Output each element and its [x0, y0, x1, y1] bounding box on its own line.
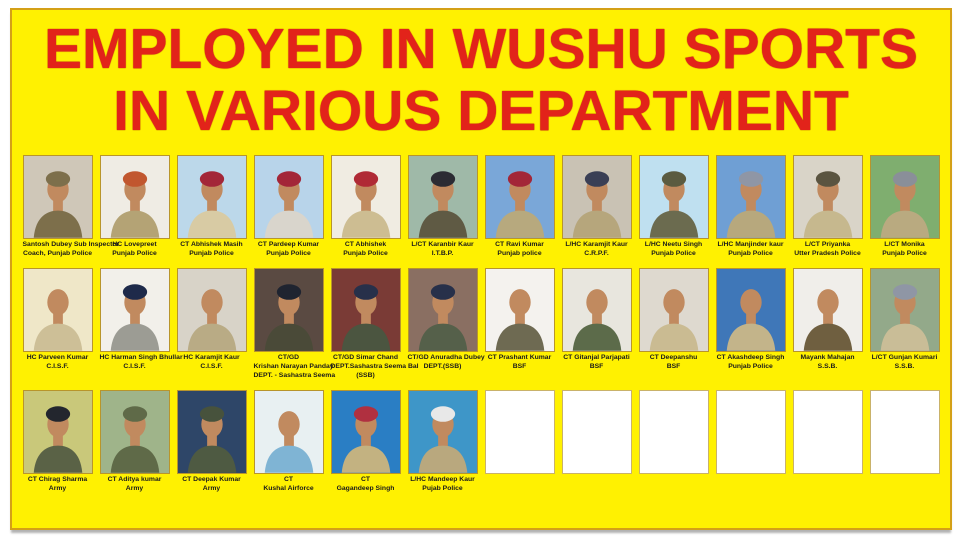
person-silhouette-icon — [871, 156, 939, 238]
person-silhouette-icon — [717, 269, 785, 351]
members-grid — [12, 155, 950, 494]
caption-line: Punjab Police — [343, 249, 388, 257]
member-photo — [562, 268, 632, 352]
caption-line: Gagandeep Singh — [336, 484, 395, 492]
person-silhouette-icon — [409, 391, 477, 473]
member-caption — [331, 476, 401, 494]
member-caption — [23, 476, 93, 494]
member-cell — [716, 155, 786, 259]
caption-line: Coach, Punjab Police — [22, 249, 93, 257]
empty-photo-box — [716, 390, 786, 474]
person-silhouette-icon — [871, 269, 939, 351]
member-caption — [562, 354, 632, 372]
caption-line: Punjab Police — [651, 249, 696, 257]
member-caption — [22, 241, 120, 259]
empty-cell — [562, 390, 632, 494]
caption-line: S.S.B. — [894, 362, 915, 370]
member-caption — [870, 354, 940, 372]
caption-line: L/CT Priyanka — [804, 241, 851, 248]
member-caption — [23, 354, 93, 372]
caption-line: Punjab Police — [728, 249, 773, 257]
member-photo — [177, 390, 247, 474]
member-cell — [23, 390, 93, 494]
empty-cell — [485, 390, 555, 494]
member-photo — [793, 268, 863, 352]
caption-line: L/HC Neetu Singh — [644, 241, 703, 248]
caption-line: CT — [283, 475, 294, 483]
empty-photo-box — [485, 390, 555, 474]
person-silhouette-icon — [24, 391, 92, 473]
member-cell — [22, 155, 120, 259]
caption-line: HC Parveen Kumar — [26, 353, 89, 361]
caption-line: HC Harman Singh Bhullar — [99, 353, 183, 361]
member-photo — [23, 390, 93, 474]
empty-photo-box — [870, 390, 940, 474]
member-cell — [870, 155, 940, 259]
member-photo — [100, 390, 170, 474]
member-photo — [331, 268, 401, 352]
member-photo — [408, 155, 478, 239]
caption-line: Army — [202, 484, 221, 492]
member-cell — [330, 268, 419, 381]
member-photo — [716, 155, 786, 239]
member-cell — [177, 390, 247, 494]
member-photo — [100, 155, 170, 239]
member-caption — [99, 353, 183, 372]
person-silhouette-icon — [332, 156, 400, 238]
member-cell — [254, 155, 324, 259]
caption-line: CT Abhishek Masih — [180, 241, 243, 248]
caption-line: Krishan Narayan Panday — [253, 362, 334, 370]
person-silhouette-icon — [101, 391, 169, 473]
caption-line: S.S.B. — [817, 362, 838, 370]
member-cell — [177, 155, 247, 259]
member-caption — [177, 354, 247, 372]
member-photo — [254, 390, 324, 474]
caption-line: L/HC Mandeep Kaur — [410, 475, 475, 483]
person-silhouette-icon — [486, 156, 554, 238]
member-caption — [331, 241, 401, 259]
caption-line: C.I.S.F. — [46, 362, 69, 370]
poster — [10, 8, 952, 530]
caption-line: CT/GD Simar Chand — [333, 353, 398, 361]
member-photo — [100, 268, 170, 352]
person-silhouette-icon — [409, 269, 477, 351]
member-photo — [408, 390, 478, 474]
member-cell — [253, 268, 336, 381]
caption-line: Punjab Police — [882, 249, 927, 257]
member-photo — [485, 155, 555, 239]
member-cell — [99, 268, 183, 381]
member-cell — [485, 155, 555, 259]
person-silhouette-icon — [24, 156, 92, 238]
caption-line: BSF — [589, 362, 604, 370]
caption-line: Punjab Police — [728, 362, 773, 370]
caption-line: Mayank Mahajan — [800, 353, 855, 361]
caption-line: CT — [360, 475, 371, 483]
member-caption — [562, 241, 632, 259]
member-photo — [485, 268, 555, 352]
caption-line: CT Abhishek — [344, 241, 387, 248]
caption-line: L/CT Monika — [884, 241, 925, 248]
caption-line: Army — [125, 484, 144, 492]
member-caption — [485, 354, 555, 372]
member-cell — [23, 268, 93, 381]
member-cell — [870, 268, 940, 381]
member-photo — [254, 155, 324, 239]
member-cell — [562, 155, 632, 259]
poster-title-line1: EMPLOYED IN WUSHU SPORTS — [43, 17, 919, 81]
person-silhouette-icon — [640, 156, 708, 238]
member-photo — [562, 155, 632, 239]
caption-line: DEPT. - Sashastra Seema — [253, 371, 336, 379]
member-cell — [562, 268, 632, 381]
member-caption — [100, 476, 170, 494]
person-silhouette-icon — [794, 269, 862, 351]
member-cell — [408, 390, 478, 494]
member-photo — [793, 155, 863, 239]
caption-line: CT Chirag Sharma — [27, 475, 88, 483]
caption-line: Kushal Airforce — [263, 484, 314, 492]
caption-line: CT/GD Anuradha Dubey — [407, 353, 485, 361]
caption-line: C.I.S.F. — [123, 362, 146, 370]
caption-line: C.I.S.F. — [200, 362, 223, 370]
person-silhouette-icon — [409, 156, 477, 238]
member-photo — [639, 268, 709, 352]
caption-line: L/CT Gunjan Kumari — [871, 353, 938, 361]
empty-cell — [716, 390, 786, 494]
poster-title — [12, 10, 950, 142]
caption-line: BSF — [666, 362, 681, 370]
member-photo — [254, 268, 324, 352]
poster-title-line2: IN VARIOUS DEPARTMENT — [113, 79, 849, 143]
caption-line: BSF — [512, 362, 527, 370]
member-caption — [870, 241, 940, 259]
member-caption — [254, 241, 324, 259]
member-cell — [485, 268, 555, 381]
member-photo — [870, 155, 940, 239]
member-photo — [331, 390, 401, 474]
member-cell — [408, 155, 478, 259]
empty-photo-box — [639, 390, 709, 474]
empty-cell — [870, 390, 940, 494]
member-photo — [23, 155, 93, 239]
member-cell — [331, 390, 401, 494]
member-caption — [253, 353, 336, 381]
member-photo — [870, 268, 940, 352]
member-cell — [639, 155, 709, 259]
caption-line: L/HC Karamjit Kaur — [565, 241, 628, 248]
caption-line: (SSB) — [356, 371, 375, 379]
member-photo — [639, 155, 709, 239]
caption-line: Punjab Police — [266, 249, 311, 257]
caption-line: I.T.B.P. — [431, 249, 454, 257]
member-caption — [639, 354, 709, 372]
caption-line: Utter Pradesh Police — [794, 249, 861, 257]
person-silhouette-icon — [486, 269, 554, 351]
person-silhouette-icon — [794, 156, 862, 238]
empty-cell — [793, 390, 863, 494]
person-silhouette-icon — [24, 269, 92, 351]
person-silhouette-icon — [332, 269, 400, 351]
person-silhouette-icon — [178, 391, 246, 473]
person-silhouette-icon — [717, 156, 785, 238]
member-caption — [716, 354, 786, 372]
member-cell — [177, 268, 247, 381]
caption-line: Punjab Police — [189, 249, 234, 257]
caption-line: CT Prashant Kumar — [487, 353, 552, 361]
member-caption — [639, 241, 709, 259]
person-silhouette-icon — [563, 156, 631, 238]
member-photo — [408, 268, 478, 352]
member-photo — [331, 155, 401, 239]
member-caption — [793, 354, 863, 372]
member-photo — [177, 268, 247, 352]
caption-line: CT Gitanjal Parjapati — [563, 353, 630, 361]
person-silhouette-icon — [178, 156, 246, 238]
person-silhouette-icon — [255, 391, 323, 473]
caption-line: L/HC Manjinder kaur — [717, 241, 784, 248]
member-caption — [408, 241, 478, 259]
caption-line: HC Lovepreet — [112, 241, 157, 248]
member-caption — [177, 476, 247, 494]
caption-line: HC Karamjit Kaur — [183, 353, 240, 361]
person-silhouette-icon — [255, 269, 323, 351]
person-silhouette-icon — [101, 156, 169, 238]
person-silhouette-icon — [255, 156, 323, 238]
caption-line: L/CT Karanbir Kaur — [411, 241, 474, 248]
empty-photo-box — [562, 390, 632, 474]
member-cell — [100, 155, 170, 259]
person-silhouette-icon — [563, 269, 631, 351]
caption-line: CT Deepak Kumar — [182, 475, 241, 483]
caption-line: CT Deepanshu — [649, 353, 698, 361]
caption-line: CT Pardeep Kumar — [257, 241, 320, 248]
caption-line: CT Akashdeep Singh — [716, 353, 785, 361]
caption-line: Punjab Police — [112, 249, 157, 257]
member-caption — [100, 241, 170, 259]
caption-line: DEPT.(SSB) — [423, 362, 462, 370]
member-caption — [485, 241, 555, 259]
caption-line: CT/GD — [277, 353, 300, 361]
empty-photo-box — [793, 390, 863, 474]
member-photo — [716, 268, 786, 352]
member-cell — [793, 268, 863, 381]
caption-line: Santosh Dubey Sub Inspector — [22, 241, 120, 248]
member-cell — [793, 155, 863, 259]
member-cell — [254, 390, 324, 494]
person-silhouette-icon — [101, 269, 169, 351]
caption-line: CT Aditya kumar — [107, 475, 162, 483]
member-photo — [23, 268, 93, 352]
person-silhouette-icon — [178, 269, 246, 351]
member-cell — [331, 155, 401, 259]
caption-line: Pujab Police — [422, 484, 463, 492]
member-caption — [177, 241, 247, 259]
member-caption — [716, 241, 786, 259]
caption-line: Army — [48, 484, 67, 492]
member-photo — [177, 155, 247, 239]
caption-line: Punjab police — [497, 249, 542, 257]
empty-cell — [639, 390, 709, 494]
member-cell — [100, 390, 170, 494]
member-cell — [716, 268, 786, 381]
member-caption — [254, 476, 324, 494]
person-silhouette-icon — [332, 391, 400, 473]
person-silhouette-icon — [640, 269, 708, 351]
caption-line: CT Ravi Kumar — [495, 241, 544, 248]
member-caption — [407, 353, 485, 372]
member-caption — [408, 476, 478, 494]
member-caption — [793, 241, 863, 259]
member-cell — [639, 268, 709, 381]
caption-line: C.R.P.F. — [584, 249, 609, 257]
member-cell — [407, 268, 485, 381]
caption-line: DEPT.Sashastra Seema Bal — [330, 362, 419, 370]
member-caption — [330, 353, 419, 381]
